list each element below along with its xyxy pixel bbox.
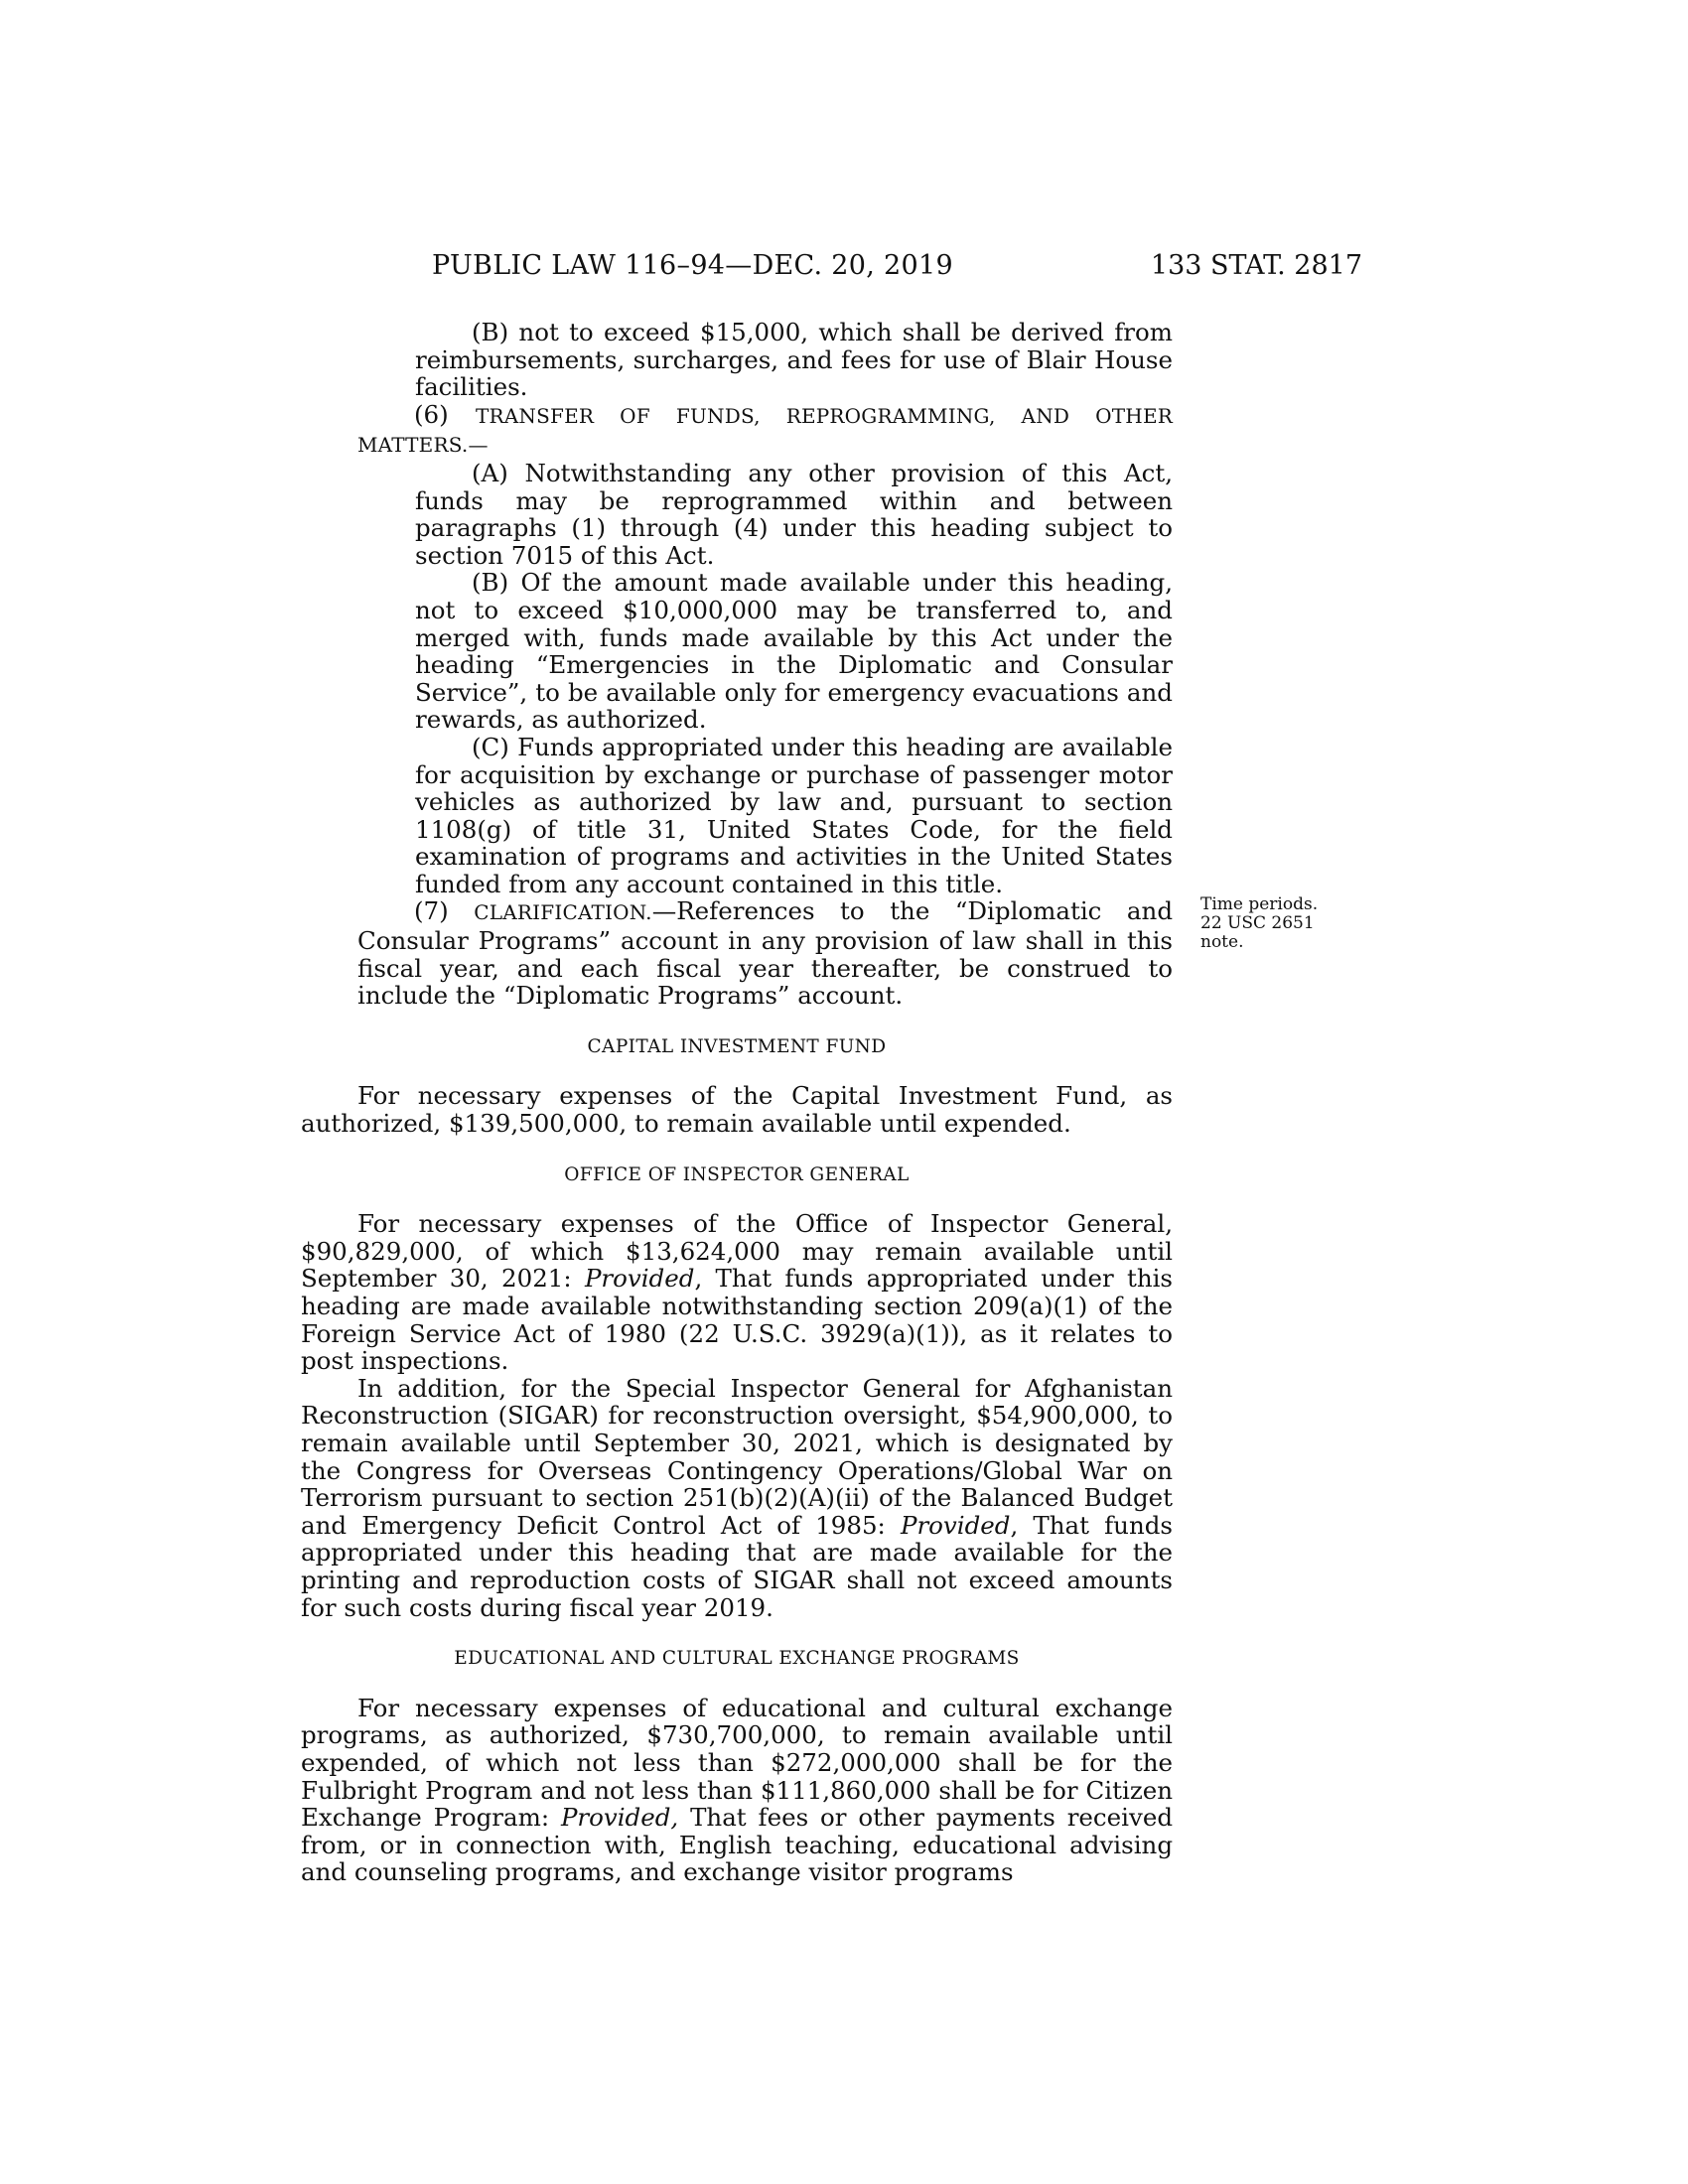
document-body bbox=[301, 319, 1173, 1886]
paragraph-6-heading bbox=[301, 401, 1173, 460]
paragraph-heading: TRANSFER OF FUNDS, REPROGRAMMING, AND OTHER MATTERS.— bbox=[357, 403, 1173, 458]
paragraph-7 bbox=[357, 897, 1173, 1009]
ecep-paragraph-1 bbox=[301, 1695, 1173, 1886]
paragraph-text: That fees or other payments received from, or in connection with, English teaching, educational advising and counseling programs, and exchange visitor programs bbox=[301, 1803, 1173, 1887]
paragraph-text: In addition, for the Special Inspector General for Afghanistan Reconstruction (SIGAR) for reconstruction oversight, $54,900,000, to remain available until September 30, 2021, which is designated by the Congress for Overseas Contingency Operations/Global War on Terrorism pursuant to section 251(b)(2)(A)(ii) of the Balanced Budget and Emergency Deficit Control Act of 1985: bbox=[301, 1373, 1173, 1540]
oig-paragraph-2 bbox=[301, 1375, 1173, 1621]
margin-note bbox=[1200, 895, 1349, 952]
running-head bbox=[298, 250, 1362, 290]
paragraph-text: —References to the “Diplomatic and Consular Programs” account in any provision of law shall in this fiscal year, and each fiscal year thereafter, be construed to include the “Diplomatic Programs” account. bbox=[357, 896, 1174, 1011]
paragraph-group bbox=[301, 319, 1173, 401]
margin-note-line: Time periods. bbox=[1200, 894, 1319, 914]
subparagraph-5b: (B) not to exceed $15,000, which shall be derived from reimbursements, surcharges, and fees for use of Blair House facilities. bbox=[415, 318, 1173, 402]
subparagraph-6c: (C) Funds appropriated under this heading are available for acquisition by exchange or purchase of passenger motor vehicles as authorized by law and, pursuant to section 1108(g) of title 31, United States Code, for the field examination of programs and activities in the United States funded from any account contained in this title. bbox=[415, 732, 1173, 898]
provided-italic: Provided, bbox=[560, 1803, 679, 1833]
public-law-title: PUBLIC LAW 116–94—DEC. 20, 2019 bbox=[432, 250, 953, 281]
capital-investment-paragraph: For necessary expenses of the Capital Investment Fund, as authorized, $139,500,000, to remain available until expended. bbox=[301, 1081, 1173, 1139]
subparagraph-6b: (B) Of the amount made available under this heading, not to exceed $10,000,000 may be transferred to, and merged with, funds made available by this Act under the heading “Emergencies in the Diplomatic and Consular Service”, to be available only for emergency evacuations and rewards, as authorized. bbox=[415, 568, 1173, 735]
provided-italic: Provided bbox=[900, 1510, 1011, 1540]
section-heading-capital-investment-fund: CAPITAL INVESTMENT FUND bbox=[587, 1035, 887, 1057]
margin-note-line: note. bbox=[1200, 932, 1244, 952]
paragraph-text: For necessary expenses of the Office of Inspector General, $90,829,000, of which $13,624,000 may remain available until September 30, 2021: bbox=[301, 1209, 1173, 1294]
paragraph-text: For necessary expenses of educational and cultural exchange programs, as authorized, $730,700,000, to remain available until expended, of which not less than $272,000,000 shall be for the Fulbright Program and not less than $111,860,000 shall be for Citizen Exchange Program: bbox=[301, 1693, 1173, 1833]
paragraph-heading: CLARIFICATION. bbox=[474, 900, 652, 925]
paragraph-group bbox=[301, 460, 1173, 898]
oig-paragraph-1 bbox=[301, 1210, 1173, 1375]
paragraph-number: (7) bbox=[414, 896, 449, 926]
margin-note-line: 22 USC 2651 bbox=[1200, 913, 1315, 933]
paragraph-number: (6) bbox=[414, 399, 449, 429]
provided-italic: Provided bbox=[584, 1264, 695, 1294]
subparagraph-6a: (A) Notwithstanding any other provision of this Act, funds may be reprogrammed within and between paragraphs (1) through (4) under this heading subject to section 7015 of this Act. bbox=[415, 458, 1173, 570]
section-heading-educational-cultural-exchange: EDUCATIONAL AND CULTURAL EXCHANGE PROGRAMS bbox=[454, 1648, 1020, 1670]
paragraph-text: , That funds appropriated under this heading are made available notwithstanding section 209(a)(1) of the Foreign Service Act of 1980 (22 U.S.C. 3929(a)(1)), as it relates to post inspections. bbox=[301, 1264, 1174, 1376]
section-heading-office-of-inspector-general: OFFICE OF INSPECTOR GENERAL bbox=[564, 1163, 910, 1185]
paragraph-text: , That funds appropriated under this heading that are made available for the printing and reproduction costs of SIGAR shall not exceed amounts for such costs during fiscal year 2019. bbox=[301, 1510, 1173, 1622]
stat-page-number: 133 STAT. 2817 bbox=[1150, 250, 1362, 281]
